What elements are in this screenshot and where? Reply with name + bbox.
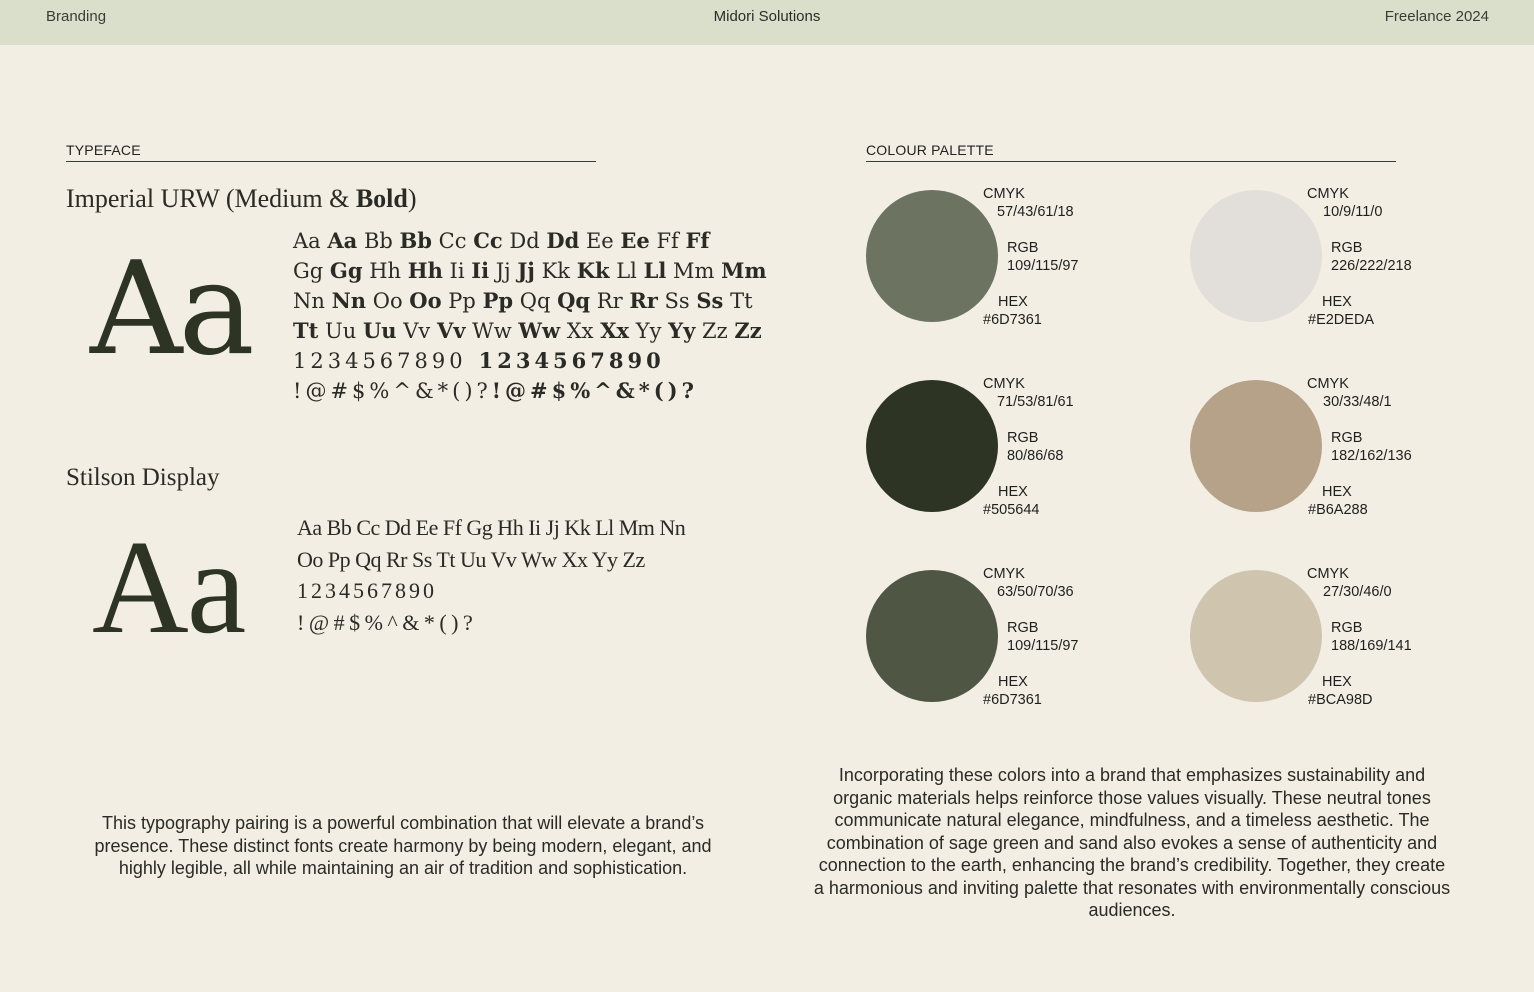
- swatch-cmyk-value: 27/30/46/0: [1323, 584, 1392, 600]
- swatch-cmyk-value: 63/50/70/36: [997, 584, 1074, 600]
- glyph-pair: Ll: [616, 259, 637, 283]
- swatch-hex-label: HEX: [1322, 294, 1352, 310]
- font2-name: Stilson Display: [66, 464, 220, 491]
- swatch-rgb-value: 188/169/141: [1331, 638, 1412, 654]
- glyph-pair: Qq: [519, 289, 551, 313]
- glyph-pair-bold: Gg: [329, 258, 363, 283]
- glyph-pair-bold: Dd: [546, 228, 580, 253]
- swatch-hex-value: #505644: [983, 502, 1040, 518]
- palette-heading: COLOUR PALETTE: [866, 142, 1396, 162]
- swatch-rgb-label: RGB: [1331, 620, 1363, 636]
- glyph-pair-bold: Cc: [473, 228, 503, 253]
- glyph-pair-bold: Nn: [331, 288, 367, 313]
- glyph-pair-bold: Vv: [436, 318, 466, 343]
- header-project-label: Freelance 2024: [1384, 8, 1489, 25]
- swatch-rgb-value: 109/115/97: [1007, 638, 1079, 654]
- header-bar: [0, 0, 1534, 45]
- glyph-pair-bold: Ll: [643, 258, 667, 283]
- glyph-pair-bold: Yy: [668, 318, 696, 343]
- colour-swatch: [866, 380, 998, 512]
- glyph-pair: Cc: [438, 229, 467, 253]
- glyph-pair-bold: Bb: [399, 228, 432, 253]
- swatch-rgb-value: 80/86/68: [1007, 448, 1064, 464]
- glyph-pair-bold: Ee: [620, 228, 650, 253]
- glyph-pair: Xx: [566, 319, 594, 343]
- colour-swatch: [1190, 380, 1322, 512]
- swatch-rgb-value: 226/222/218: [1331, 258, 1412, 274]
- font2-numbers: 1234567890: [297, 578, 437, 603]
- font2-letter-row: Aa Bb Cc Dd Ee Ff Gg Hh Ii Jj Kk Ll Mm Nn: [297, 515, 686, 540]
- swatch-hex-value: #B6A288: [1308, 502, 1368, 518]
- swatch-rgb-value: 109/115/97: [1007, 258, 1079, 274]
- colour-swatch: [1190, 190, 1322, 322]
- swatch-cmyk-label: CMYK: [983, 566, 1025, 582]
- glyph-pair-bold: Oo: [409, 288, 442, 313]
- font1-symbols-bold: !@#$%^&*()?: [491, 378, 698, 403]
- glyph-pair-bold: Kk: [576, 258, 610, 283]
- swatch-hex-value: #E2DEDA: [1308, 312, 1375, 328]
- swatch-hex-label: HEX: [998, 294, 1028, 310]
- glyph-pair-bold: Tt: [293, 318, 319, 343]
- swatch-rgb-label: RGB: [1007, 620, 1039, 636]
- glyph-pair: Oo: [372, 289, 403, 313]
- glyph-pair: Pp: [448, 289, 476, 313]
- glyph-pair-bold: Hh: [407, 258, 443, 283]
- glyph-pair-bold: Aa: [327, 228, 358, 253]
- swatch-cmyk-label: CMYK: [1307, 376, 1349, 392]
- typeface-description: This typography pairing is a powerful combination that will elevate a brand’s presence. These distinct fonts create harmony by being modern, elegant, and highly legible, all while maintaining an air of tradition and sophistication.: [94, 813, 712, 878]
- glyph-pair: Ff: [656, 229, 679, 253]
- font1-name-regular: Imperial URW (Medium &: [66, 184, 356, 213]
- glyph-pair: Gg: [293, 259, 324, 283]
- font1-name: [66, 184, 417, 214]
- font1-numbers: 1234567890: [293, 349, 467, 373]
- glyph-pair-bold: Ff: [685, 228, 710, 253]
- glyph-pair: Ee: [585, 229, 614, 253]
- font2-letter-row: Oo Pp Qq Rr Ss Tt Uu Vv Ww Xx Yy Zz: [297, 546, 645, 572]
- glyph-pair-bold: Jj: [517, 258, 535, 283]
- swatch-hex-label: HEX: [998, 674, 1028, 690]
- palette-description: Incorporating these colors into a brand that emphasizes sustainability and organic materials helps reinforce those values visually. These neutral tones communicate natural elegance, mindfulness, and a timeless aesthetic. The combination of sage green and sand also evokes a sense of authenticity and connection to the earth, enhancing the brand’s credibility. Together, they create a harmonious and inviting palette that resonates with environmentally conscious audiences.: [813, 765, 1451, 920]
- typeface-heading: TYPEFACE: [66, 142, 596, 162]
- swatch-cmyk-value: 10/9/11/0: [1323, 204, 1383, 220]
- swatch-cmyk-value: 71/53/81/61: [997, 394, 1074, 410]
- font1-letter-row: [293, 286, 753, 316]
- swatch-cmyk-value: 57/43/61/18: [997, 204, 1074, 220]
- glyph-pair: Tt: [730, 289, 753, 313]
- colour-swatch: [866, 190, 998, 322]
- swatch-rgb-label: RGB: [1331, 430, 1363, 446]
- font1-sample: Aa: [90, 235, 251, 384]
- glyph-pair: Bb: [363, 229, 393, 253]
- swatch-hex-value: #BCA98D: [1308, 692, 1373, 708]
- glyph-pair-bold: Xx: [600, 318, 630, 343]
- glyph-pair-bold: Uu: [362, 318, 397, 343]
- font1-name-bold: Bold: [355, 184, 408, 213]
- font1-name-close: ): [407, 184, 417, 213]
- glyph-pair-bold: Ss: [696, 288, 724, 313]
- swatch-hex-label: HEX: [998, 484, 1028, 500]
- glyph-pair: Ww: [472, 319, 512, 343]
- glyph-pair-bold: Ii: [471, 258, 490, 283]
- font1-numbers-bold: 1234567890: [478, 348, 665, 373]
- glyph-pair: Dd: [509, 229, 540, 253]
- font1-letter-row: [293, 316, 762, 346]
- glyph-pair-bold: Ww: [518, 318, 561, 343]
- glyph-pair-bold: Pp: [482, 288, 514, 313]
- swatch-hex-label: HEX: [1322, 484, 1352, 500]
- font1-symbol-row: [293, 376, 753, 406]
- glyph-pair: Ii: [449, 259, 465, 283]
- swatch-cmyk-value: 30/33/48/1: [1323, 394, 1392, 410]
- colour-swatch: [866, 570, 998, 702]
- glyph-pair: Rr: [596, 289, 623, 313]
- glyph-pair: Yy: [635, 319, 662, 343]
- swatch-rgb-value: 182/162/136: [1331, 448, 1412, 464]
- swatch-cmyk-label: CMYK: [1307, 186, 1349, 202]
- swatch-cmyk-label: CMYK: [1307, 566, 1349, 582]
- font1-number-row: [293, 346, 753, 376]
- glyph-pair: Kk: [541, 259, 571, 283]
- glyph-pair: Hh: [369, 259, 402, 283]
- header-section-label: Branding: [46, 8, 107, 25]
- font1-letter-row: [293, 256, 767, 286]
- swatch-cmyk-label: CMYK: [983, 376, 1025, 392]
- swatch-rgb-label: RGB: [1007, 240, 1039, 256]
- glyph-pair: Mm: [673, 259, 715, 283]
- font2-glyph-set: [297, 512, 737, 638]
- glyph-pair: Zz: [702, 319, 728, 343]
- swatch-rgb-label: RGB: [1331, 240, 1363, 256]
- glyph-pair: Nn: [293, 289, 325, 313]
- swatch-hex-label: HEX: [1322, 674, 1352, 690]
- colour-swatch: [1190, 570, 1322, 702]
- font1-glyph-set: [293, 226, 767, 406]
- font1-letter-row: [293, 226, 753, 256]
- font2-sample: Aa: [92, 513, 245, 661]
- glyph-pair: Uu: [325, 319, 357, 343]
- font1-symbols: !@#$%^&*()?: [293, 379, 492, 403]
- swatch-hex-value: #6D7361: [983, 692, 1042, 708]
- glyph-pair: Vv: [403, 319, 431, 343]
- swatch-cmyk-label: CMYK: [983, 186, 1025, 202]
- glyph-pair-bold: Qq: [557, 288, 591, 313]
- swatch-hex-value: #6D7361: [983, 312, 1042, 328]
- glyph-pair: Jj: [495, 259, 511, 283]
- swatch-rgb-label: RGB: [1007, 430, 1039, 446]
- header-brand-name: Midori Solutions: [713, 8, 821, 25]
- glyph-pair-bold: Mm: [721, 258, 767, 283]
- glyph-pair: Ss: [664, 289, 690, 313]
- glyph-pair-bold: Zz: [734, 318, 762, 343]
- font1-letter-rows: [293, 226, 767, 346]
- glyph-pair-bold: Rr: [629, 288, 658, 313]
- font2-symbols: ! @ # $ % ^ & * ( ) ?: [297, 609, 473, 635]
- glyph-pair: Aa: [293, 229, 321, 253]
